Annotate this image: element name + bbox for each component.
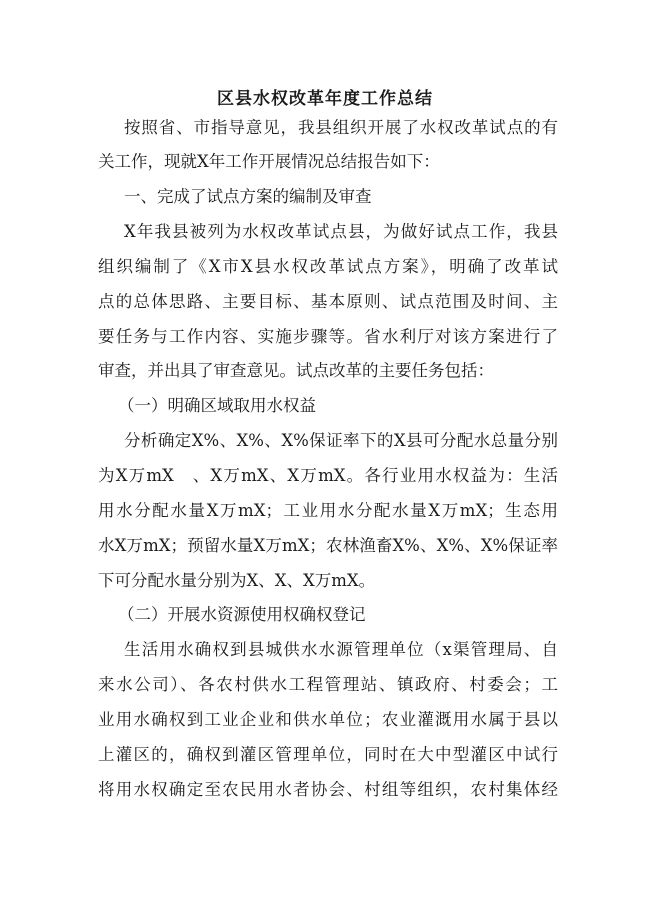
paragraph-line: 点的总体思路、主要目标、基本原则、试点范围及时间、主 xyxy=(98,292,558,311)
paragraph-line: 分析确定X%、X%、X%保证率下的X县可分配水总量分别 xyxy=(124,431,558,450)
subsection-heading: （二）开展水资源使用权确权登记 xyxy=(118,605,366,624)
paragraph-line: 上灌区的，确权到灌区管理单位，同时在大中型灌区中试行 xyxy=(98,745,558,764)
paragraph-line: X年我县被列为水权改革试点县，为做好试点工作，我县 xyxy=(124,222,558,241)
paragraph-line: 组织编制了《X市X县水权改革试点方案》，明确了改革试 xyxy=(98,257,558,276)
subsection-heading: （一）明确区域取用水权益 xyxy=(118,396,316,415)
paragraph-line: 业用水确权到工业企业和供水单位；农业灌溉用水属于县以 xyxy=(98,710,558,729)
paragraph-line: 生活用水确权到县城供水水源管理单位（x渠管理局、自 xyxy=(124,640,558,659)
paragraph-line: 下可分配水量分别为X、X、X万mX。 xyxy=(98,571,376,590)
paragraph-line: 要任务与工作内容、实施步骤等。省水利厅对该方案进行了 xyxy=(98,327,558,346)
section-heading: 一、完成了试点方案的编制及审查 xyxy=(124,187,372,206)
paragraph-line: 用水分配水量X万mX；工业用水分配水量X万mX；生态用 xyxy=(98,501,558,520)
paragraph-line: 来水公司）、各农村供水工程管理站、镇政府、村委会；工 xyxy=(98,675,558,694)
paragraph-line: 为X万mX 、X万mX、X万mX。各行业用水权益为：生活 xyxy=(98,466,558,485)
paragraph-line: 关工作，现就X年工作开展情况总结报告如下： xyxy=(98,152,440,171)
paragraph-line: 水X万mX；预留水量X万mX；农林渔畜X%、X%、X%保证率 xyxy=(98,536,558,555)
paragraph-line: 审查，并出具了审查意见。试点改革的主要任务包括： xyxy=(98,361,494,380)
document-title: 区县水权改革年度工作总结 xyxy=(217,89,433,109)
paragraph-line: 按照省、市指导意见，我县组织开展了水权改革试点的有 xyxy=(124,118,558,137)
paragraph-line: 将用水权确定至农民用水者协会、村组等组织，农村集体经 xyxy=(98,780,558,799)
